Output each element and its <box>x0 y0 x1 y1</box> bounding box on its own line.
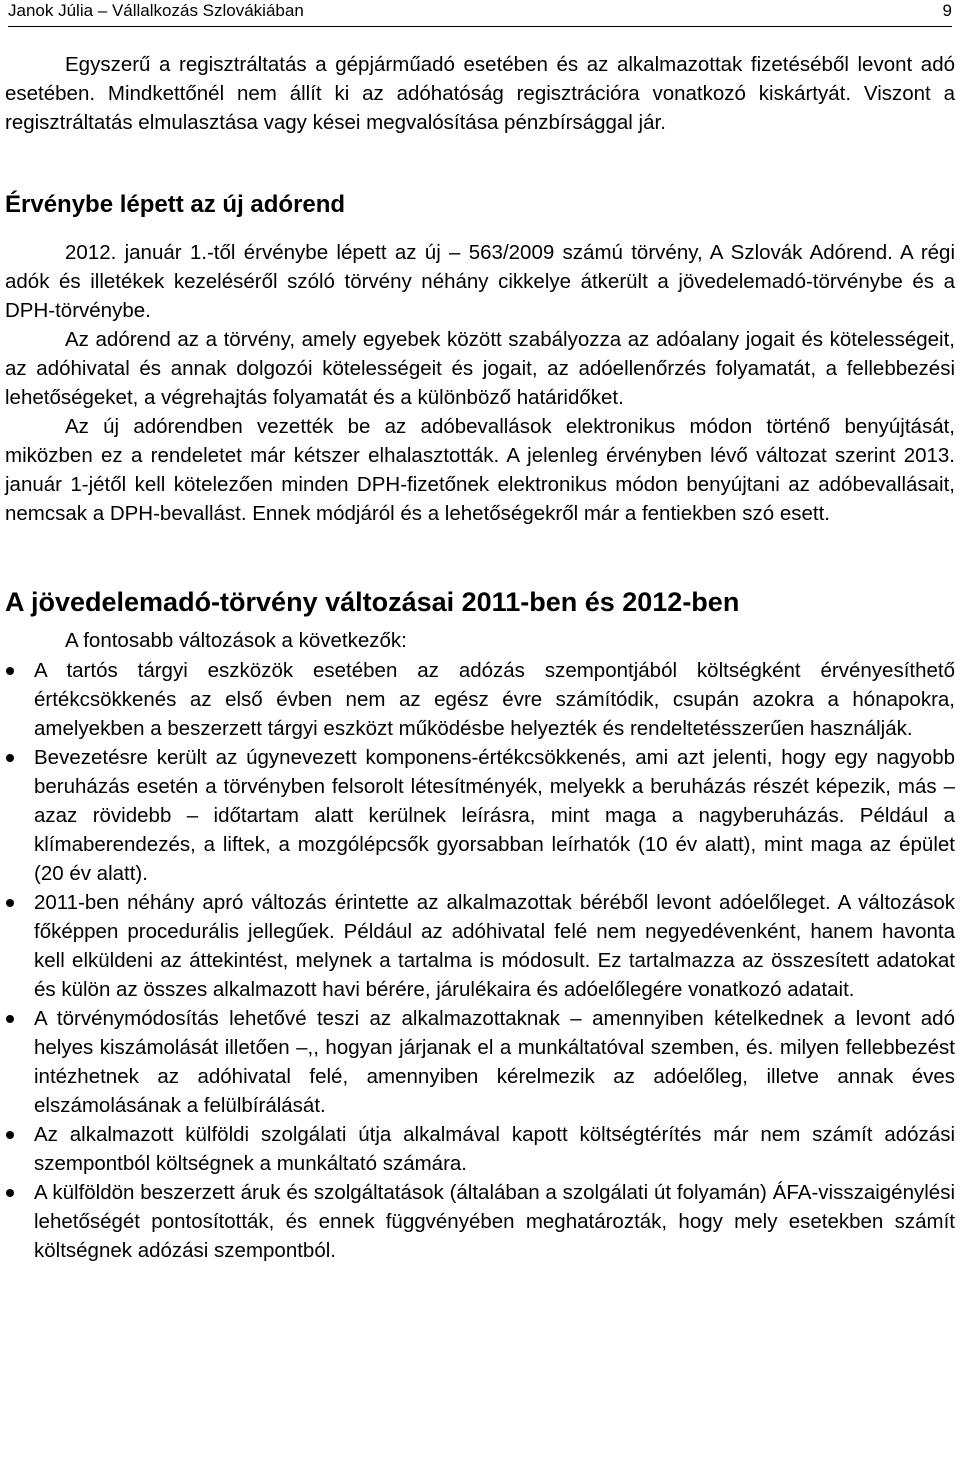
bullet-icon <box>6 1189 14 1197</box>
list-item <box>5 656 955 743</box>
list-item <box>5 1178 955 1265</box>
list-item-text: A külföldön beszerzett áruk és szolgáltatások (általában a szolgálati út folyamán) ÁFA-visszaigénylési lehetőségét pontosították, és ennek függvényében meghatározták, hogy mely esetekben számít költségnek adózási szempontból. <box>34 1181 955 1262</box>
list-intro: A fontosabb változások a következők: <box>65 629 407 652</box>
document-body <box>5 50 955 1265</box>
list-item <box>5 1120 955 1178</box>
list-item-text: 2011-ben néhány apró változás érintette az alkalmazottak béréből levont adóelőleget. A változások főképpen procedurális jellegűek. Például az adóhivatal felé nem negyedévenként, hanem havonta kell elküldeni az áttekintést, melynek a tartalma is módosult. Ez tartalmazza az összesített adatokat és külön az összes alkalmazott havi bérére, járulékaira és adóelőlegére vonatkozó adatait. <box>34 891 955 1001</box>
list-item-text: A tartós tárgyi eszközök esetében az adózás szempontjából költségként érvényesíthető értékcsökkenés az első évben nem az egész évre számítódik, csupán azokra a hónapokra, amelyekben a beszerzett tárgyi eszközt működésbe helyezték és rendeltetésszerűen használják. <box>34 659 955 740</box>
list-item <box>5 888 955 1004</box>
chapter-heading: A jövedelemadó-törvény változásai 2011-ben és 2012-ben <box>5 587 740 617</box>
paragraph: Az adórend az a törvény, amely egyebek között szabályozza az adóalany jogait és kötelességeit, az adóhivatal és annak dolgozói kötelességeit és jogait, az adóellenőrzés folyamatát, a fellebbezési lehetőségeket, a végrehajtás folyamatát és a különböző határidőket. <box>5 328 955 409</box>
running-header <box>8 0 952 27</box>
paragraph: 2012. január 1.-től érvénybe lépett az új – 563/2009 számú törvény, A Szlovák Adórend. A régi adók és illetékek kezeléséről szóló törvény néhány cikkelye átkerült a jövedelemadó-törvénybe és a DPH-törvénybe. <box>5 241 955 322</box>
bullet-icon <box>6 754 14 762</box>
bullet-icon <box>6 667 14 675</box>
bullet-icon <box>6 899 14 907</box>
list-item <box>5 1004 955 1120</box>
list-item <box>5 743 955 888</box>
section-heading: Érvénybe lépett az új adórend <box>5 191 346 218</box>
bullet-list <box>5 656 955 1265</box>
list-item-text: Az alkalmazott külföldi szolgálati útja alkalmával kapott költségtérítés már nem számít adózási szempontból költségnek a munkáltató számára. <box>34 1123 955 1175</box>
bullet-icon <box>6 1131 14 1139</box>
bullet-icon <box>6 1015 14 1023</box>
paragraph: Egyszerű a regisztráltatás a gépjárműadó esetében és az alkalmazottak fizetéséből levont adó esetében. Mindkettőnél nem állít ki az adóhatóság regisztrációra vonatkozó kiskártyát. Viszont a regisztráltatás elmulasztása vagy kései megvalósítása pénzbírsággal jár. <box>5 53 955 134</box>
header-title: Janok Júlia – Vállalkozás Szlovákiában <box>8 1 304 20</box>
list-item-text: Bevezetésre került az úgynevezett komponens-értékcsökkenés, ami azt jelenti, hogy egy nagyobb beruházás esetén a törvényben felsorolt létesítményék, melyekk a beruházás részét képezik, más – azaz rövidebb – időtartam alatt kerülnek leírásra, mint maga a nagyberuházás. Például a klímaberendezés, a liftek, a mozgólépcsők gyorsabban leírhatók (10 év alatt), mint maga az épület (20 év alatt). <box>34 746 955 885</box>
paragraph: Az új adórendben vezették be az adóbevallások elektronikus módon történő benyújtását, miközben ez a rendeletet már kétszer elhalasztották. A jelenleg érvényben lévő változat szerint 2013. január 1-jétől kell kötelezően minden DPH-fizetőnek elektronikus módon benyújtani az adóbevallásait, nemcsak a DPH-bevallást. Ennek módjáról és a lehetőségekről már a fentiekben szó esett. <box>5 415 955 525</box>
list-item-text: A törvénymódosítás lehetővé teszi az alkalmazottaknak – amennyiben kételkednek a levont adó helyes kiszámolását illetően –,, hogyan járjanak el a munkáltatóval szemben, és. milyen fellebbezést intézhetnek az adóhivatal felé, amennyiben kérelmezik az adóelőleg, illetve annak éves elszámolásának a felülbírálását. <box>34 1007 955 1117</box>
page-number: 9 <box>942 1 952 20</box>
